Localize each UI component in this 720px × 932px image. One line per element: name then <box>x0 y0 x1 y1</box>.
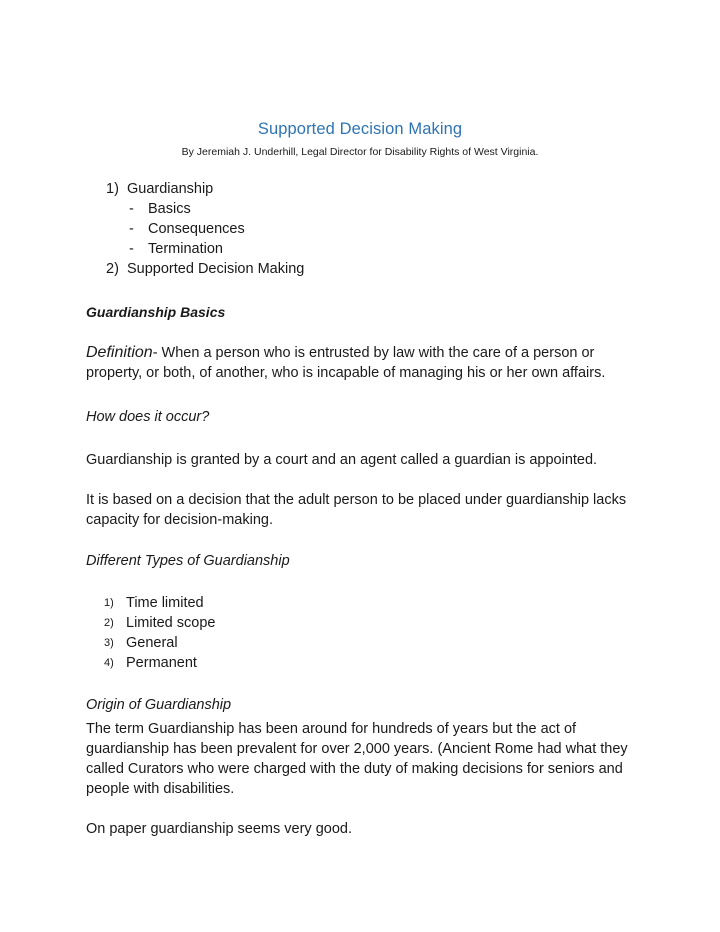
section-heading-origin: Origin of Guardianship <box>86 697 232 713</box>
outline-text: Consequences <box>148 221 245 237</box>
outline-marker: 2) <box>106 261 119 277</box>
outline-marker: - <box>129 201 134 217</box>
types-list-marker: 4) <box>104 657 114 669</box>
outline-text: Guardianship <box>127 181 214 197</box>
occur-paragraph-1: Guardianship is granted by a court and an agent called a guardian is appointed. <box>86 452 598 468</box>
types-list-text: Permanent <box>126 655 197 671</box>
outline-marker: 1) <box>106 181 119 197</box>
section-heading-types: Different Types of Guardianship <box>86 553 290 569</box>
types-list-text: Time limited <box>126 595 204 611</box>
origin-paragraph-2: On paper guardianship seems very good. <box>86 821 352 837</box>
outline-text: Basics <box>148 201 191 217</box>
definition-label: Definition <box>86 344 153 361</box>
document-byline: By Jeremiah J. Underhill, Legal Director for Disability Rights of West Virginia. <box>181 146 539 158</box>
definition-text: - When a person who is entrusted by law with the care of a person or property, or both, of another, who is incapable of managing his or her own affairs. <box>86 345 606 381</box>
types-list-text: General <box>126 635 178 651</box>
outline-text: Supported Decision Making <box>127 261 305 277</box>
outline-marker: - <box>129 241 134 257</box>
section-heading-basics: Guardianship Basics <box>86 304 226 320</box>
types-list-text: Limited scope <box>126 615 216 631</box>
origin-paragraph-1: The term Guardianship has been around for hundreds of years but the act of guardianship has been prevalent for over 2,000 years. (Ancient Rome had what they called Curators who were charged with the duty of making decisions for seniors and people with disabilities. <box>86 721 628 797</box>
types-list-marker: 3) <box>104 637 114 649</box>
types-list-marker: 2) <box>104 617 114 629</box>
document-title: Supported Decision Making <box>257 120 463 138</box>
types-list-marker: 1) <box>104 597 114 609</box>
occur-paragraph-2: It is based on a decision that the adult person to be placed under guardianship lacks capacity for decision-making. <box>86 492 627 528</box>
definition-paragraph <box>86 343 646 383</box>
section-heading-occur: How does it occur? <box>86 409 210 425</box>
outline-marker: - <box>129 221 134 237</box>
outline-text: Termination <box>148 241 223 257</box>
